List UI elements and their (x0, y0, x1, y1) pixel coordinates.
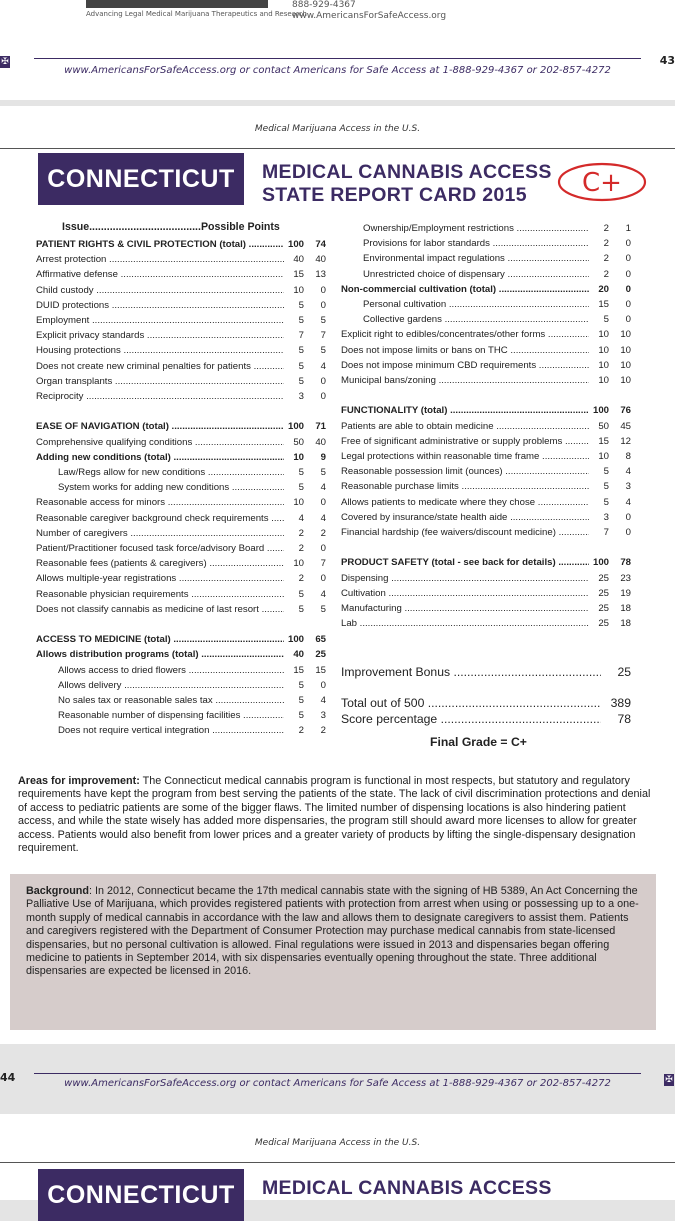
row-label: PRODUCT SAFETY (total - see back for details) ..... (341, 555, 589, 570)
top-website: www.AmericansForSafeAccess.org (292, 11, 447, 21)
row-label: Legal protections within reasonable time frame ..... (341, 449, 589, 464)
score-row (341, 479, 631, 494)
score-row (341, 358, 631, 373)
areas-label: Areas for improvement: (18, 775, 140, 787)
row-label: Comprehensive qualifying conditions ..... (36, 435, 284, 450)
row-possible-points: 2 (603, 268, 609, 280)
row-label: Reasonable physician requirements ..... (36, 587, 284, 602)
row-score: 0 (320, 679, 326, 691)
row-possible-points: 10 (293, 558, 304, 570)
report-card-title (262, 161, 552, 207)
score-row (363, 297, 631, 312)
row-score: 10 (620, 344, 631, 356)
row-label: Reciprocity ..... (36, 389, 284, 404)
score-row (36, 602, 326, 617)
row-label: Allows access to dried flowers ..... (58, 663, 284, 678)
row-label: Reasonable possession limit (ounces) ..... (341, 464, 589, 479)
row-possible-points: 5 (603, 466, 609, 478)
row-possible-points: 10 (293, 497, 304, 509)
row-label: Does not impose minimum CBD requirements ..... (341, 358, 589, 373)
score-row (36, 267, 326, 282)
score-row (36, 571, 326, 586)
row-score: 0 (625, 299, 631, 310)
score-row (36, 343, 326, 358)
score-row (36, 328, 326, 343)
row-possible-points: 40 (293, 649, 304, 661)
score-row (341, 327, 631, 342)
row-score: 0 (625, 283, 631, 295)
score-row (58, 678, 326, 693)
row-possible-points: 20 (598, 283, 609, 295)
row-score: 4 (320, 482, 326, 494)
row-score: 2 (320, 725, 326, 737)
row-label: PATIENT RIGHTS & CIVIL PROTECTION (total) ..... (36, 237, 284, 252)
row-possible-points: 5 (298, 375, 304, 387)
row-possible-points: 100 (287, 634, 304, 646)
row-possible-points: 5 (603, 314, 609, 326)
row-score: 5 (320, 603, 326, 615)
background-label: Background (26, 885, 89, 897)
row-label: EASE OF NAVIGATION (total) ..... (36, 419, 284, 434)
row-label: Non-commercial cultivation (total) ..... (341, 282, 589, 297)
total-row (341, 696, 631, 711)
score-row (36, 389, 326, 404)
score-row (58, 480, 326, 495)
score-row (58, 723, 326, 738)
title-line-2: STATE REPORT CARD 2015 (262, 184, 527, 206)
score-row (58, 708, 326, 723)
score-row (58, 663, 326, 678)
score-row (363, 236, 631, 251)
row-label: Allows delivery ..... (58, 678, 284, 693)
row-label: Manufacturing ..... (341, 601, 589, 616)
row-possible-points: 2 (603, 253, 609, 265)
top-footer-text: www.AmericansForSafeAccess.org or contact Americans for Safe Access at 1-888-929-4367 or 202-857-4272 (64, 65, 611, 76)
row-label: Explicit right to edibles/concentrates/other forms ..... (341, 327, 589, 342)
row-label: Municipal bans/zoning ..... (341, 373, 589, 388)
row-label: Does not create new criminal penalties for patients ..... (36, 359, 284, 374)
score-row (341, 403, 631, 418)
row-label: Does not require vertical integration ..... (58, 723, 284, 738)
score-row (363, 221, 631, 236)
score-row (341, 419, 631, 434)
score-row (341, 586, 631, 601)
total-label: Total out of 500 ..... (341, 696, 601, 711)
row-score: 0 (320, 375, 326, 387)
row-label: Unrestricted choice of dispensary ..... (363, 267, 589, 282)
row-label: Free of significant administrative or supply problems ..... (341, 434, 589, 449)
handwritten-grade (556, 160, 652, 204)
areas-for-improvement (18, 775, 658, 855)
score-row (36, 283, 326, 298)
score-row (341, 449, 631, 464)
row-score: 0 (320, 573, 326, 585)
score-row (36, 298, 326, 313)
next-state-box: CONNECTICUT (38, 1169, 244, 1221)
row-label: Does not impose limits or bans on THC ..... (341, 343, 589, 358)
row-label: Collective gardens ..... (363, 312, 589, 327)
row-score: 23 (620, 572, 631, 584)
row-label: Reasonable access for minors ..... (36, 495, 284, 510)
row-possible-points: 10 (598, 359, 609, 371)
row-score: 74 (315, 239, 326, 250)
score-row (341, 616, 631, 631)
score-row (363, 312, 631, 327)
row-possible-points: 2 (298, 543, 304, 554)
row-possible-points: 10 (598, 344, 609, 356)
row-possible-points: 5 (298, 360, 304, 372)
header-rule (0, 148, 675, 149)
score-row (341, 343, 631, 358)
top-contact (292, 0, 446, 22)
score-row (36, 511, 326, 526)
row-score: 3 (320, 710, 326, 722)
score-row (341, 525, 631, 540)
row-possible-points: 2 (603, 223, 609, 234)
row-score: 1 (625, 223, 631, 234)
row-label: Explicit privacy standards ..... (36, 328, 284, 343)
next-title: MEDICAL CANNABIS ACCESS (262, 1177, 552, 1199)
row-label: No sales tax or reasonable sales tax ..... (58, 693, 284, 708)
row-possible-points: 10 (598, 329, 609, 341)
row-score: 8 (625, 451, 631, 462)
row-possible-points: 5 (298, 345, 304, 357)
row-score: 5 (320, 315, 326, 326)
row-label: Covered by insurance/state health aide ..... (341, 510, 589, 525)
row-possible-points: 100 (592, 557, 609, 569)
row-possible-points: 25 (598, 618, 609, 630)
row-score: 3 (625, 481, 631, 493)
row-possible-points: 25 (598, 587, 609, 599)
score-row (341, 434, 631, 449)
score-row (58, 693, 326, 708)
score-row (341, 373, 631, 388)
next-header-rule (0, 1162, 675, 1163)
row-score: 65 (315, 634, 326, 646)
row-label: Organ transplants ..... (36, 374, 284, 389)
row-label: Adding new conditions (total) ..... (36, 450, 284, 465)
row-label: Child custody ..... (36, 283, 284, 298)
score-row (363, 267, 631, 282)
row-score: 0 (625, 511, 631, 523)
row-possible-points: 100 (592, 405, 609, 417)
crest-icon: ✠ (1, 57, 9, 67)
row-score: 78 (620, 557, 631, 569)
row-score: 4 (320, 588, 326, 600)
row-possible-points: 50 (598, 420, 609, 432)
score-row (341, 495, 631, 510)
row-score: 40 (315, 436, 326, 448)
row-label: Does not classify cannabis as medicine of last resort ..... (36, 602, 284, 617)
areas-text: The Connecticut medical cannabis program is functional in most respects, but statutory and regulatory requirements have kept the program from best serving the patients of the state. The lack of civil discrimination protections and denial of access to pediatric patients are some of the bigger flaws. The limited number of dispensing locations is also hindering patient access, and while the state wisely has added more dispensaries, the program still should award more licenses to allow for greater access. Patients would also benefit from lower prices and a greater variety of products by lifting the single-dispensary designation requirement. (18, 775, 651, 855)
row-label: FUNCTIONALITY (total) ..... (341, 403, 589, 418)
score-row (36, 541, 326, 556)
row-possible-points: 5 (298, 299, 304, 311)
score-row (36, 495, 326, 510)
row-possible-points: 50 (293, 436, 304, 448)
previous-page-strip (0, 0, 675, 100)
row-label: Reasonable fees (patients & caregivers) ..... (36, 556, 284, 571)
row-score: 5 (320, 467, 326, 478)
grade-text: C+ (582, 168, 622, 198)
row-label: Law/Regs allow for new conditions ..... (58, 465, 284, 480)
row-possible-points: 100 (287, 421, 304, 433)
score-row (58, 465, 326, 480)
row-possible-points: 10 (598, 375, 609, 386)
score-row (36, 450, 326, 465)
row-score: 4 (320, 360, 326, 372)
row-possible-points: 2 (603, 238, 609, 250)
score-row (36, 359, 326, 374)
background-text (26, 885, 646, 979)
row-possible-points: 25 (598, 572, 609, 584)
row-possible-points: 5 (298, 482, 304, 494)
score-row (36, 237, 326, 252)
row-label: Allows distribution programs (total) ..... (36, 647, 284, 662)
row-score: 2 (320, 527, 326, 539)
final-grade: Final Grade = C+ (430, 735, 527, 749)
row-score: 10 (620, 359, 631, 371)
score-row (36, 526, 326, 541)
row-score: 12 (620, 435, 631, 447)
row-score: 13 (315, 269, 326, 281)
score-row (36, 587, 326, 602)
row-possible-points: 5 (603, 496, 609, 508)
asa-logo (86, 0, 268, 8)
row-possible-points: 40 (293, 254, 304, 266)
row-score: 18 (620, 603, 631, 614)
row-score: 0 (320, 284, 326, 296)
row-score: 4 (320, 512, 326, 524)
row-label: Reasonable purchase limits ..... (341, 479, 589, 494)
running-head: Medical Marijuana Access in the U.S. (254, 124, 421, 134)
row-score: 40 (315, 254, 326, 266)
row-possible-points: 5 (298, 695, 304, 706)
score-row (341, 510, 631, 525)
row-score: 25 (315, 649, 326, 661)
row-score: 10 (620, 329, 631, 341)
improvement-bonus-row (341, 665, 631, 680)
row-score: 71 (315, 421, 326, 433)
footer-rule (34, 58, 641, 59)
row-possible-points: 3 (603, 511, 609, 523)
row-label: Patient/Practitioner focused task force/advisory Board ..... (36, 541, 284, 556)
header-issue: Issue...................................... (62, 221, 201, 233)
row-label: Allows patients to medicate where they chose ..... (341, 495, 589, 510)
page-footer-text: www.AmericansForSafeAccess.org or contact Americans for Safe Access at 1-888-929-4367 or 202-857-4272 (64, 1078, 611, 1089)
score-row (36, 374, 326, 389)
row-label: ACCESS TO MEDICINE (total) ..... (36, 632, 284, 647)
score-row (341, 464, 631, 479)
score-row (341, 571, 631, 586)
score-row (36, 647, 326, 662)
score-row (36, 252, 326, 267)
row-score: 9 (320, 451, 326, 463)
row-score: 4 (625, 496, 631, 508)
row-label: Arrest protection ..... (36, 252, 284, 267)
next-running-head: Medical Marijuana Access in the U.S. (254, 1138, 421, 1148)
row-possible-points: 15 (293, 269, 304, 281)
score-row (36, 419, 326, 434)
row-label: Environmental impact regulations ..... (363, 251, 589, 266)
row-score: 5 (320, 345, 326, 357)
percentage-value: 78 (617, 712, 631, 726)
row-score: 18 (620, 618, 631, 630)
total-value: 389 (610, 696, 631, 710)
row-possible-points: 2 (298, 573, 304, 585)
logo-tagline: Advancing Legal Medical Marijuana Therapeutics and Research (86, 10, 307, 18)
row-score: 0 (625, 238, 631, 250)
score-row (341, 555, 631, 570)
row-possible-points: 5 (298, 603, 304, 615)
row-label: Reasonable number of dispensing facilities ..... (58, 708, 284, 723)
row-label: Provisions for labor standards ..... (363, 236, 589, 251)
row-label: Cultivation ..... (341, 586, 589, 601)
row-possible-points: 2 (298, 527, 304, 539)
page-number: 44 (0, 1071, 16, 1084)
row-label: Reasonable caregiver background check requirements ..... (36, 511, 284, 526)
row-possible-points: 100 (287, 239, 304, 250)
percentage-label: Score percentage ..... (341, 712, 601, 727)
row-score: 0 (625, 253, 631, 265)
row-score: 4 (625, 466, 631, 478)
row-possible-points: 3 (298, 391, 304, 402)
row-label: Dispensing ..... (341, 571, 589, 586)
row-possible-points: 15 (598, 299, 609, 310)
top-page-number: 43 (659, 54, 675, 67)
row-score: 7 (320, 330, 326, 342)
row-label: Lab ..... (341, 616, 589, 631)
row-possible-points: 7 (298, 330, 304, 342)
percentage-row (341, 712, 631, 727)
page-footer-rule (34, 1073, 641, 1074)
row-score: 19 (620, 587, 631, 599)
score-row (36, 435, 326, 450)
row-label: DUID protections ..... (36, 298, 284, 313)
row-possible-points: 15 (293, 664, 304, 676)
row-possible-points: 15 (598, 435, 609, 447)
row-label: Ownership/Employment restrictions ..... (363, 221, 589, 236)
row-possible-points: 5 (298, 710, 304, 722)
row-possible-points: 5 (298, 588, 304, 600)
score-row (341, 282, 631, 297)
row-possible-points: 10 (293, 284, 304, 296)
background-body: : In 2012, Connecticut became the 17th medical cannabis state with the signing of HB 5389, An Act Concerning the Palliative Use of Marijuana, which provides registered patients with protection from arrest when using or possessing up to a one-month supply of medical cannabis in accordance with the law and allows them to designate caregivers to assist them. Patients and caregivers registered with the Department of Consumer Protection may purchase medical cannabis from state-licensed dispensaries, but no personal cultivation is allowed. Final regulations were issued in 2013 and dispensaries began offering medicine to patients in September 2014, with six dispensaries eventually opening throughout the state. Three additional dispensaries are expected be licensed in 2016. (26, 885, 639, 978)
score-row (36, 556, 326, 571)
row-possible-points: 10 (293, 451, 304, 463)
row-possible-points: 5 (298, 467, 304, 478)
row-possible-points: 5 (298, 679, 304, 691)
row-possible-points: 7 (603, 527, 609, 538)
row-possible-points: 10 (598, 451, 609, 462)
score-row (341, 601, 631, 616)
row-possible-points: 25 (598, 603, 609, 614)
row-score: 15 (315, 664, 326, 676)
table-header (62, 221, 280, 233)
score-row (363, 251, 631, 266)
row-label: Allows multiple-year registrations ..... (36, 571, 284, 586)
row-score: 0 (320, 391, 326, 402)
row-score: 0 (625, 314, 631, 326)
score-row (36, 313, 326, 328)
row-score: 0 (625, 268, 631, 280)
improvement-value: 25 (617, 665, 631, 679)
row-label: Number of caregivers ..... (36, 526, 284, 541)
row-label: Housing protections ..... (36, 343, 284, 358)
row-score: 45 (620, 420, 631, 432)
row-score: 10 (620, 375, 631, 386)
title-line-1: MEDICAL CANNABIS ACCESS (262, 161, 552, 183)
row-possible-points: 5 (298, 315, 304, 326)
row-label: Financial hardship (fee waivers/discount medicine) ..... (341, 525, 589, 540)
row-score: 0 (320, 497, 326, 509)
row-label: Affirmative defense ..... (36, 267, 284, 282)
state-name-box: CONNECTICUT (38, 153, 244, 205)
row-score: 76 (620, 405, 631, 417)
row-label: System works for adding new conditions ..... (58, 480, 284, 495)
score-row (36, 632, 326, 647)
crest-icon: ✠ (665, 1075, 673, 1085)
row-possible-points: 2 (298, 725, 304, 737)
header-possible-points: Possible Points (200, 221, 280, 233)
top-phone: 888-929-4367 (292, 0, 356, 10)
row-label: Personal cultivation ..... (363, 297, 589, 312)
row-score: 7 (320, 558, 326, 570)
improvement-label: Improvement Bonus ..... (341, 665, 601, 680)
row-score: 0 (320, 299, 326, 311)
row-possible-points: 5 (603, 481, 609, 493)
row-score: 0 (320, 543, 326, 554)
row-score: 0 (625, 527, 631, 538)
row-possible-points: 4 (298, 512, 304, 524)
row-score: 4 (320, 695, 326, 706)
row-label: Patients are able to obtain medicine ..... (341, 419, 589, 434)
row-label: Employment ..... (36, 313, 284, 328)
